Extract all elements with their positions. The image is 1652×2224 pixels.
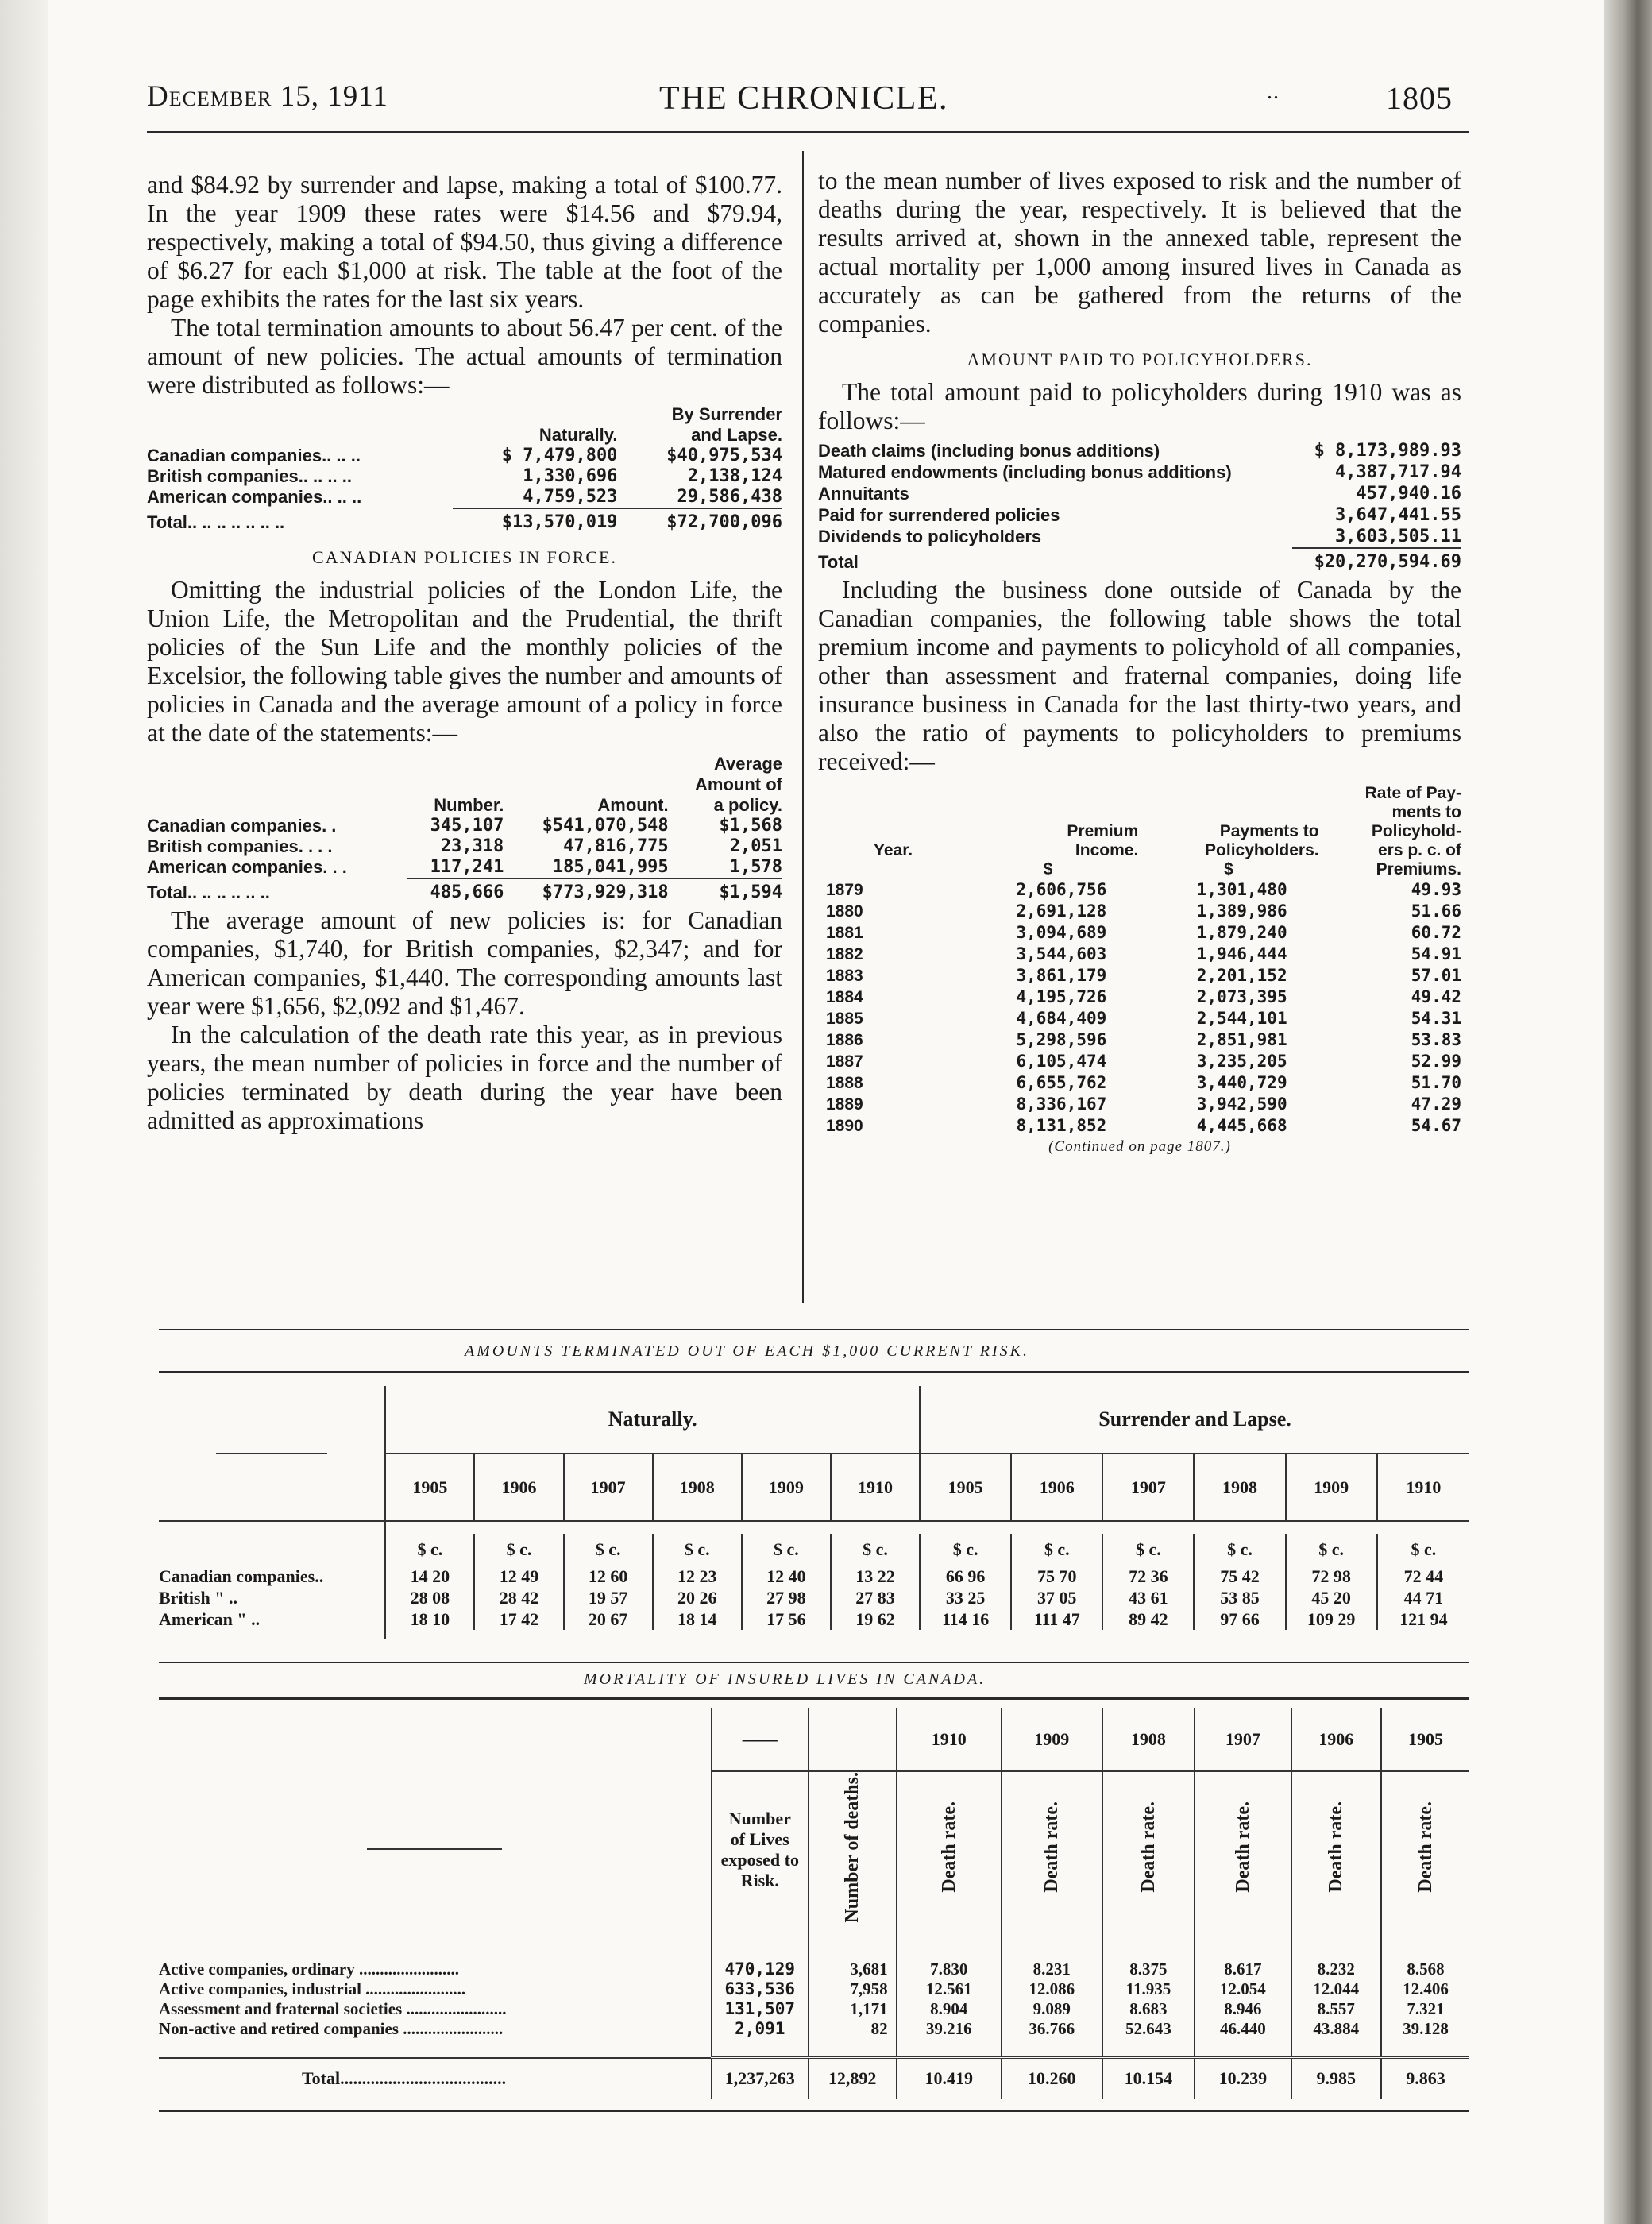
rate-value: 8.231	[1002, 1960, 1102, 1979]
total-lives: 1,237,263	[712, 2058, 809, 2099]
total-label: Total	[302, 2068, 341, 2089]
page-number: 1805	[1386, 80, 1453, 116]
deaths-value: 3,681	[809, 1960, 897, 1979]
total-rate: 10.260	[1002, 2058, 1102, 2099]
year-header: 1906	[474, 1454, 563, 1521]
left-paragraph-2: The total termination amounts to about 56.47 per cent. of the amount of new policies. The actual amounts of termination were distributed as follows:—	[147, 314, 782, 399]
right-paragraph-2: The total amount paid to policyholders during 1910 was as follows:—	[818, 378, 1461, 434]
premium-year: 1883	[826, 967, 863, 985]
total-rate: 9.863	[1381, 2058, 1469, 2099]
premium-payments: 1,879,240	[1196, 923, 1287, 942]
year-header: 1906	[1291, 1708, 1381, 1771]
cell-value: 12 49	[474, 1566, 563, 1587]
head-lives: Number of Lives exposed to Risk.	[712, 1771, 809, 1928]
deaths-value: 1,171	[809, 1999, 897, 2019]
rate-value: 8.946	[1195, 1999, 1291, 2019]
premium-payments: 3,235,205	[1196, 1052, 1287, 1071]
cell-value: 33 25	[920, 1587, 1011, 1608]
year-header: 1907	[1195, 1708, 1291, 1771]
rule-terminated-top	[159, 1329, 1469, 1330]
units-label: $ c.	[564, 1534, 653, 1566]
table-row	[818, 944, 1461, 965]
right-paragraph-3: Including the business done outside of Canada by the Canadian companies, the following table shows the total premium income and payments to policyhold of all companies, other than assessment and fraternal companies, doing life insurance business in Canada for the last thirty-two years, and also the ratio of payments to policyholders to premiums received:—	[818, 576, 1461, 775]
cell-value: 44 71	[1403, 1587, 1444, 1608]
table-row: Death claims (including bonus additions) $ 8,173,989.93	[818, 441, 1461, 461]
table-row: British companies.. .. .. .. 1,330,696 2,138,124	[147, 466, 782, 486]
section-head-policies: CANADIAN POLICIES IN FORCE.	[311, 547, 617, 567]
premium-rate: 60.72	[1411, 923, 1461, 942]
head-deaths: Number of deaths.	[842, 1772, 863, 1923]
premium-income: 3,544,603	[1016, 944, 1107, 963]
cell-value: 53 85	[1194, 1587, 1285, 1608]
cell-value: 121 94	[1399, 1608, 1448, 1629]
premium-payments: 1,946,444	[1196, 944, 1287, 963]
cell-value: 111 47	[1011, 1608, 1102, 1630]
units-label: $ c.	[742, 1534, 831, 1566]
rate-value: 43.884	[1291, 2019, 1381, 2039]
year-header: 1910	[831, 1454, 920, 1521]
row-label: Canadian companies..	[159, 1566, 385, 1587]
left-paragraph-3: Omitting the industrial policies of the London Life, the Union Life, the Metropolitan and the Prudential, the thrift policies of the Sun Life and the monthly policies of the Excelsior, the following table gives the number and amounts of policies in Canada and the average amount of a policy in force at the date of the statements:—	[147, 576, 782, 747]
left-paragraph-1: and $84.92 by surrender and lapse, making a total of $100.77. In the year 1909 these rates were $14.56 and $79.94, respectively, making a total of $94.50, thus giving a difference of $6.27 for each $1,000 at risk. The table at the foot of the page exhibits the rates for the last six years.	[147, 171, 782, 313]
premium-year: 1884	[826, 988, 863, 1006]
rate-value: 36.766	[1002, 2019, 1102, 2039]
year-header: 1908	[1102, 1708, 1195, 1771]
year-header: 1910	[1406, 1477, 1442, 1497]
table-row	[818, 1094, 1461, 1115]
cell-value: 89 42	[1102, 1608, 1194, 1630]
units-spacer	[159, 1534, 385, 1566]
cell-value: 43 61	[1102, 1587, 1194, 1608]
years-spacer	[809, 1708, 897, 1771]
rate-value: 12.054	[1195, 1979, 1291, 1999]
premium-rate: 57.01	[1411, 966, 1461, 985]
premium-payments: 2,851,981	[1196, 1030, 1287, 1049]
mortality-rows	[159, 1960, 1469, 2039]
premium-income: 5,298,596	[1016, 1030, 1107, 1049]
premium-rate: 53.83	[1411, 1030, 1461, 1049]
mortality-total-row	[159, 2058, 1469, 2099]
right-column	[818, 167, 1461, 1156]
table-row	[818, 1072, 1461, 1094]
cell-value: 17 42	[474, 1608, 563, 1630]
rate-value: 12.561	[897, 1979, 1002, 1999]
head-rate: Death rate.	[1137, 1801, 1159, 1894]
units-label: $ c.	[653, 1534, 742, 1566]
row-label: American " ..	[159, 1608, 385, 1630]
header-mark: ..	[1267, 79, 1280, 104]
premium-rate: 54.91	[1411, 944, 1461, 963]
premium-payments: 2,073,395	[1196, 987, 1287, 1006]
premium-income: 8,131,852	[1016, 1116, 1107, 1135]
leader-dots: ........................	[402, 1998, 507, 2018]
cell-value: 114 16	[920, 1608, 1011, 1630]
head-rate-cell	[1195, 1771, 1291, 1928]
head-rate: Death rate.	[1232, 1801, 1253, 1894]
rule-terminated-caption	[159, 1371, 1469, 1373]
units-label: $ c.	[385, 1534, 474, 1566]
table-row: Dividends to policyholders 3,603,505.11	[818, 527, 1461, 546]
table-row	[159, 1566, 1469, 1587]
terminated-caption: AMOUNTS TERMINATED OUT OF EACH $1,000 CURRENT RISK.	[465, 1342, 1029, 1360]
rate-value: 12.406	[1403, 1979, 1449, 1998]
row-label-cell	[159, 1999, 712, 2019]
year-header: 1907	[564, 1454, 653, 1521]
total-rate: 10.239	[1195, 2058, 1291, 2099]
premium-table: Rate of Pay- ments to Premium Payments to Policyhold- Year. Income. Policyholders. ers p. c. of $ $ Premiums. 1879 2,606,756 1,301,480 49.93 1880 2,691,128 1,389,986 51.66 1881 3,094,689 1,879,240 60.72 1882 3,544,603 1,946,444 54.91 1883 3,861,179 2,201,152 57.01 1884 4,195,726 2,073,395 49.42 1885 4,684,409 2,544,101 54.31 1886 5,298,596 2,851,981 53.83 1887 6,105,474 3,235,205 52.99 1888 6,655,762 3,440,729 51.70 1889 8,336,167 3,942,590 47.29 1890 8,131,852 4,445,668 54.67	[818, 784, 1461, 1137]
lives-value: 131,507	[712, 1999, 809, 2019]
terminated-units-row	[159, 1534, 1469, 1566]
head-rate: Death rate.	[1415, 1801, 1436, 1894]
lives-value: 2,091	[712, 2019, 809, 2039]
rate-value: 46.440	[1195, 2019, 1291, 2039]
years-dash: ——	[712, 1708, 809, 1771]
cell-value: 72 98	[1286, 1566, 1377, 1587]
amount-paid-table	[818, 440, 1461, 576]
table-row: Canadian companies. . 345,107 $541,070,548 $1,568	[147, 816, 782, 836]
table-row: Total.. .. .. .. .. .. 485,666 $773,929,318 $1,594	[147, 882, 782, 902]
cell-value: 12 40	[742, 1566, 831, 1587]
rate-value: 39.128	[1403, 2018, 1449, 2038]
cell-value: 97 66	[1194, 1608, 1285, 1630]
cell-value: 72 44	[1403, 1566, 1444, 1586]
table-row	[818, 1008, 1461, 1029]
table-row: Total $20,270,594.69	[818, 551, 1461, 572]
cell-value: 13 22	[831, 1566, 920, 1587]
cell-value: 19 57	[564, 1587, 653, 1608]
premium-year: 1886	[826, 1031, 863, 1049]
table-row	[818, 922, 1461, 944]
cell-value: 17 56	[742, 1608, 831, 1630]
rate-value: 8.557	[1291, 1999, 1381, 2019]
header-rule	[147, 131, 1469, 133]
group-naturally: Naturally.	[385, 1386, 920, 1454]
total-rate: 9.985	[1291, 2058, 1381, 2099]
year-header: 1907	[1102, 1454, 1194, 1521]
premium-year: 1880	[826, 902, 863, 921]
mortality-caption: MORTALITY OF INSURED LIVES IN CANADA.	[584, 1670, 986, 1688]
rate-value: 39.216	[897, 2019, 1002, 2039]
premium-rate: 51.70	[1411, 1073, 1461, 1092]
left-paragraph-5: In the calculation of the death rate this year, as in previous years, the mean number of policies in force and the number of policies terminated by death during the year have been admitted as approximations	[147, 1021, 782, 1134]
table-row: British companies. . . . 23,318 47,816,775 2,051	[147, 836, 782, 856]
cell-value: 20 67	[564, 1608, 653, 1630]
total-rate: 10.154	[1102, 2058, 1195, 2099]
units-label: $ c.	[1102, 1534, 1194, 1566]
rule-mortality-caption	[159, 1697, 1469, 1700]
premium-year: 1888	[826, 1074, 863, 1092]
table-row	[818, 1115, 1461, 1137]
cell-value: 75 42	[1194, 1566, 1285, 1587]
mortality-years-row	[159, 1708, 1469, 1771]
units-label: $ c.	[474, 1534, 563, 1566]
premium-income: 6,105,474	[1016, 1052, 1107, 1071]
cell-value: 14 20	[385, 1566, 474, 1587]
table-row	[818, 901, 1461, 922]
policies-table: Average Amount of Number. Amount. a policy. Canadian companies. . 345,107 $541,070,548 $1,568 British companies. . . . 23,318 47,816,775 2,051 American companies. . . 117,241 185,041,995 1,578 Total.. .. .. .. .. .. 485,666 $773,929,318 $1,594	[147, 754, 782, 906]
row-label: Assessment and fraternal societies	[159, 1998, 403, 2018]
cell-value: 19 62	[831, 1608, 920, 1630]
termination-head-naturally: Naturally.	[538, 425, 618, 445]
row-label-cell	[159, 1979, 712, 1999]
year-header: 1909	[1002, 1708, 1102, 1771]
table-row	[818, 965, 1461, 987]
table-row	[159, 2019, 1469, 2039]
head-rate-cell	[1102, 1771, 1195, 1928]
rate-value: 12.044	[1291, 1979, 1381, 1999]
table-row: Annuitants 457,940.16	[818, 484, 1461, 504]
table-row	[818, 879, 1461, 901]
cell-value: 45 20	[1286, 1587, 1377, 1608]
units-label: $ c.	[831, 1534, 920, 1566]
leader-dots: ........................	[354, 1959, 459, 1979]
terminated-rows	[159, 1566, 1469, 1630]
premium-income: 2,606,756	[1016, 880, 1107, 899]
section-head-amount-paid: AMOUNT PAID TO POLICYHOLDERS.	[967, 349, 1313, 369]
header-title: THE CHRONICLE.	[659, 80, 948, 117]
continued-note: (Continued on page 1807.)	[1048, 1138, 1231, 1155]
year-header: 1905	[385, 1454, 474, 1521]
deaths-value: 82	[809, 2019, 897, 2039]
premium-payments: 1,301,480	[1196, 880, 1287, 899]
row-label: British " ..	[159, 1587, 385, 1608]
lives-value: 470,129	[712, 1960, 809, 1979]
table-row: Paid for surrendered policies 3,647,441.55	[818, 505, 1461, 525]
premium-income: 4,684,409	[1016, 1009, 1107, 1028]
rate-value: 8.683	[1102, 1999, 1195, 2019]
premium-rate: 49.42	[1411, 987, 1461, 1006]
cell-value: 20 26	[653, 1587, 742, 1608]
table-row	[159, 1999, 1469, 2019]
rate-value: 52.643	[1102, 2019, 1195, 2039]
cell-value: 12 60	[564, 1566, 653, 1587]
lives-value: 633,536	[712, 1979, 809, 1999]
premium-payments: 4,445,668	[1196, 1116, 1287, 1135]
rate-value: 8.375	[1102, 1960, 1195, 1979]
total-label-cell	[159, 2058, 712, 2099]
rate-value: 8.232	[1291, 1960, 1381, 1979]
premium-year: 1889	[826, 1095, 863, 1114]
table-row: Matured endowments (including bonus additions) 4,387,717.94	[818, 462, 1461, 482]
table-row: American companies.. .. .. 4,759,523 29,586,438	[147, 487, 782, 507]
year-header: 1908	[1194, 1454, 1285, 1521]
premium-income: 2,691,128	[1016, 902, 1107, 921]
table-row: American companies. . . 117,241 185,041,995 1,578	[147, 857, 782, 877]
premium-year: 1881	[826, 924, 863, 942]
premium-rate: 54.31	[1411, 1009, 1461, 1028]
units-label: $ c.	[920, 1534, 1011, 1566]
row-label-cell	[159, 1960, 712, 1979]
mortality-head-row	[159, 1771, 1469, 1928]
head-deaths-cell	[809, 1771, 897, 1928]
left-column	[147, 171, 782, 1135]
cell-value: 109 29	[1286, 1608, 1377, 1630]
table-row: Canadian companies.. .. .. $ 7,479,800 $40,975,534	[147, 446, 782, 465]
termination-table	[147, 404, 782, 536]
cell-value: 66 96	[920, 1566, 1011, 1587]
terminated-table	[159, 1386, 1469, 1639]
cell-value: 12 23	[653, 1566, 742, 1587]
group-surrender: Surrender and Lapse.	[920, 1386, 1469, 1454]
total-deaths: 12,892	[809, 2058, 897, 2099]
premium-income: 3,094,689	[1016, 923, 1107, 942]
premium-payments: 3,942,590	[1196, 1095, 1287, 1114]
year-header: 1905	[1381, 1708, 1469, 1771]
book-spine	[1604, 0, 1652, 2224]
total-rate: 10.419	[897, 2058, 1002, 2099]
head-rate-cell	[897, 1771, 1002, 1928]
leader-dots: ......................................	[340, 2068, 507, 2089]
units-label: $ c.	[1286, 1534, 1377, 1566]
rate-value: 8.904	[897, 1999, 1002, 2019]
rate-value: 7.830	[897, 1960, 1002, 1979]
premium-year: 1885	[826, 1010, 863, 1028]
cell-value: 18 14	[653, 1608, 742, 1630]
cell-value: 28 08	[385, 1587, 474, 1608]
mortality-table	[159, 1708, 1469, 2099]
units-label: $ c.	[1411, 1539, 1437, 1559]
rate-value: 8.568	[1407, 1959, 1445, 1979]
year-header: 1906	[1011, 1454, 1102, 1521]
premium-rate: 51.66	[1411, 902, 1461, 921]
table-row	[818, 1029, 1461, 1051]
units-label: $ c.	[1011, 1534, 1102, 1566]
cell-value: 27 98	[742, 1587, 831, 1608]
cell-value: 37 05	[1011, 1587, 1102, 1608]
premium-income: 6,655,762	[1016, 1073, 1107, 1092]
table-row	[159, 1608, 1469, 1630]
premium-rate: 47.29	[1411, 1095, 1461, 1114]
premium-year: 1879	[826, 881, 863, 899]
cell-value: 27 83	[831, 1587, 920, 1608]
premium-rate: 52.99	[1411, 1052, 1461, 1071]
year-header: 1908	[653, 1454, 742, 1521]
leader-dots: ........................	[398, 2018, 504, 2038]
head-rate: Death rate.	[1041, 1801, 1063, 1894]
rate-value: 12.086	[1002, 1979, 1102, 1999]
premium-year: 1890	[826, 1117, 863, 1135]
termination-head-lapse: and Lapse.	[691, 425, 782, 445]
cell-value: 72 36	[1102, 1566, 1194, 1587]
rate-value: 11.935	[1102, 1979, 1195, 1999]
row-label: Non-active and retired companies	[159, 2018, 399, 2038]
premium-payments: 2,544,101	[1196, 1009, 1287, 1028]
table-row	[159, 1587, 1469, 1608]
column-divider	[802, 151, 804, 1303]
right-paragraph-1: to the mean number of lives exposed to risk and the number of deaths during the year, respectively. It is believed that the results arrived at, shown in the annexed table, represent the actual mortality per 1,000 among insured lives in Canada as accurately as can be gathered from the returns of the companies.	[818, 167, 1461, 338]
year-header: 1909	[742, 1454, 831, 1521]
rate-value: 7.321	[1407, 1998, 1445, 2018]
year-header: 1910	[897, 1708, 1002, 1771]
table-row	[818, 987, 1461, 1008]
termination-head-by: By Surrender	[671, 404, 782, 424]
head-rate-cell	[1291, 1771, 1381, 1928]
row-label: Active companies, ordinary	[159, 1959, 355, 1979]
header-date: December 15, 1911	[147, 80, 388, 113]
head-rate-cell	[1002, 1771, 1102, 1928]
premium-year: 1882	[826, 945, 863, 963]
leader-dots: ........................	[361, 1979, 466, 1998]
premium-year: 1887	[826, 1052, 863, 1071]
cell-value: 75 70	[1011, 1566, 1102, 1587]
year-header: 1909	[1286, 1454, 1377, 1521]
rate-value: 9.089	[1002, 1999, 1102, 2019]
premium-rate: 49.93	[1411, 880, 1461, 899]
premium-payments: 3,440,729	[1196, 1073, 1287, 1092]
year-header: 1905	[920, 1454, 1011, 1521]
table-row	[159, 1979, 1469, 1999]
years-spacer	[159, 1708, 712, 1771]
row-label: Active companies, industrial	[159, 1979, 361, 1998]
left-paragraph-4: The average amount of new policies is: for Canadian companies, $1,740, for British companies, $2,347; and for American companies, $1,440. The corresponding amounts last year were $1,656, $2,092 and $1,467.	[147, 906, 782, 1020]
row-label-cell	[159, 2019, 712, 2039]
head-rate-cell	[1381, 1771, 1469, 1928]
rate-value: 8.617	[1195, 1960, 1291, 1979]
premium-payments: 2,201,152	[1196, 966, 1287, 985]
premium-rows	[818, 879, 1461, 1137]
units-label: $ c.	[1194, 1534, 1285, 1566]
premium-income: 3,861,179	[1016, 966, 1107, 985]
table-row	[818, 1051, 1461, 1072]
head-rate: Death rate.	[938, 1801, 959, 1894]
table-row: Total.. .. .. .. .. .. .. $13,570,019 $72,700,096	[147, 512, 782, 532]
rule-mortality-top	[159, 1662, 1469, 1663]
label-spacer	[159, 1771, 712, 1928]
scan-left-edge	[0, 0, 48, 2224]
table-row	[159, 1960, 1469, 1979]
cell-value: 28 42	[474, 1587, 563, 1608]
rule-bottom	[159, 2110, 1469, 2112]
premium-rate: 54.67	[1411, 1116, 1461, 1135]
head-rate: Death rate.	[1326, 1801, 1347, 1894]
cell-value: 18 10	[385, 1608, 474, 1630]
premium-payments: 1,389,986	[1196, 902, 1287, 921]
premium-income: 8,336,167	[1016, 1095, 1107, 1114]
premium-income: 4,195,726	[1016, 987, 1107, 1006]
deaths-value: 7,958	[809, 1979, 897, 1999]
